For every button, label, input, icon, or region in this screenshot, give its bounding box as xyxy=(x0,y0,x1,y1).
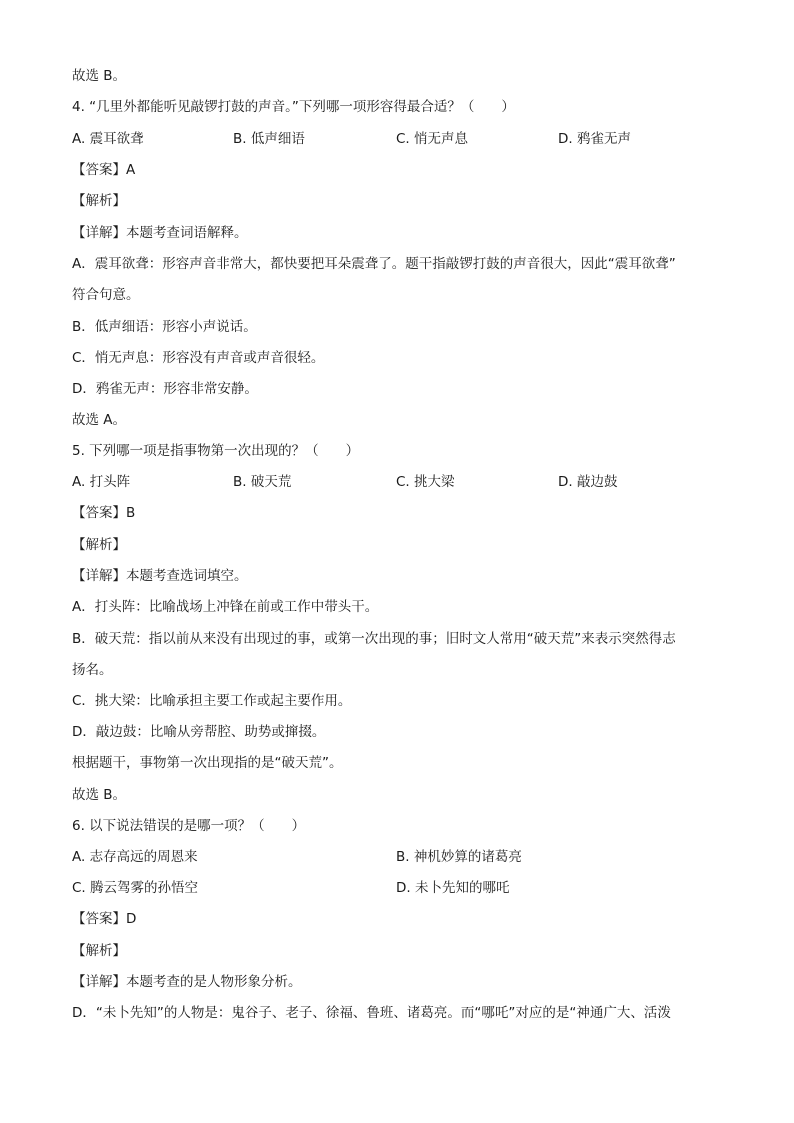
explanation-b: B．破天荒：指以前从来没有出现过的事，或第一次出现的事；旧时文人常用“破天荒”来表示突然得志 xyxy=(72,631,676,647)
detail-text: 【详解】本题考查词语解释。 xyxy=(72,225,248,241)
conclusion-text: 故选 B。 xyxy=(72,68,127,84)
analysis-label: 【解析】 xyxy=(72,537,126,553)
question-6-options-row-2 xyxy=(72,879,732,897)
answer-label: 【答案】A xyxy=(72,162,136,178)
explanation-c: C．悄无声息：形容没有声音或声音很轻。 xyxy=(72,350,325,366)
option-b: B. 神机妙算的诸葛亮 xyxy=(396,849,522,865)
explanation-a-cont: 符合句意。 xyxy=(72,287,140,303)
analysis-label: 【解析】 xyxy=(72,193,126,209)
explanation-d: D．鸦雀无声：形容非常安静。 xyxy=(72,381,258,397)
option-d: D. 敲边鼓 xyxy=(558,474,618,490)
option-d: D. 鸦雀无声 xyxy=(558,131,631,147)
question-6-options-row-1 xyxy=(72,848,732,866)
option-c: C. 挑大梁 xyxy=(396,474,455,490)
explanation-a: A．震耳欲聋：形容声音非常大，都快要把耳朵震聋了。题干指敲锣打鼓的声音很大，因此“震耳欲聋” xyxy=(72,256,676,272)
summary-text: 根据题干，事物第一次出现指的是“破天荒”。 xyxy=(72,755,343,771)
answer-label: 【答案】D xyxy=(72,911,137,927)
explanation-a: A．打头阵：比喻战场上冲锋在前或工作中带头干。 xyxy=(72,599,379,615)
explanation-b: B．低声细语：形容小声说话。 xyxy=(72,319,257,335)
option-d: D. 未卜先知的哪吒 xyxy=(396,880,510,896)
question-4-options xyxy=(72,130,732,148)
option-c: C. 腾云驾雾的孙悟空 xyxy=(72,880,199,896)
option-a: A. 打头阵 xyxy=(72,474,131,490)
detail-text: 【详解】本题考查选词填空。 xyxy=(72,568,248,584)
explanation-d: D．“未卜先知”的人物是：鬼谷子、老子、徐福、鲁班、诸葛亮。而“哪吒”对应的是“神通广大、活泼 xyxy=(72,1005,671,1021)
explanation-b-cont: 扬名。 xyxy=(72,662,113,678)
question-4-stem: 4. “几里外都能听见敲锣打鼓的声音。”下列哪一项形容得最合适？（ ） xyxy=(72,99,515,115)
question-6-stem: 6. 以下说法错误的是哪一项？（ ） xyxy=(72,818,306,834)
explanation-c: C．挑大梁：比喻承担主要工作或起主要作用。 xyxy=(72,693,352,709)
answer-label: 【答案】B xyxy=(72,505,136,521)
conclusion-text: 故选 B。 xyxy=(72,787,127,803)
option-a: A. 志存高远的周恩来 xyxy=(72,849,198,865)
question-5-options xyxy=(72,473,732,491)
option-b: B. 破天荒 xyxy=(233,474,292,490)
option-c: C. 悄无声息 xyxy=(396,131,469,147)
option-b: B. 低声细语 xyxy=(233,131,305,147)
conclusion-text: 故选 A。 xyxy=(72,412,127,428)
option-a: A. 震耳欲聋 xyxy=(72,131,144,147)
detail-text: 【详解】本题考查的是人物形象分析。 xyxy=(72,974,302,990)
explanation-d: D．敲边鼓：比喻从旁帮腔、助势或撺掇。 xyxy=(72,724,326,740)
analysis-label: 【解析】 xyxy=(72,943,126,959)
question-5-stem: 5. 下列哪一项是指事物第一次出现的？（ ） xyxy=(72,443,360,459)
